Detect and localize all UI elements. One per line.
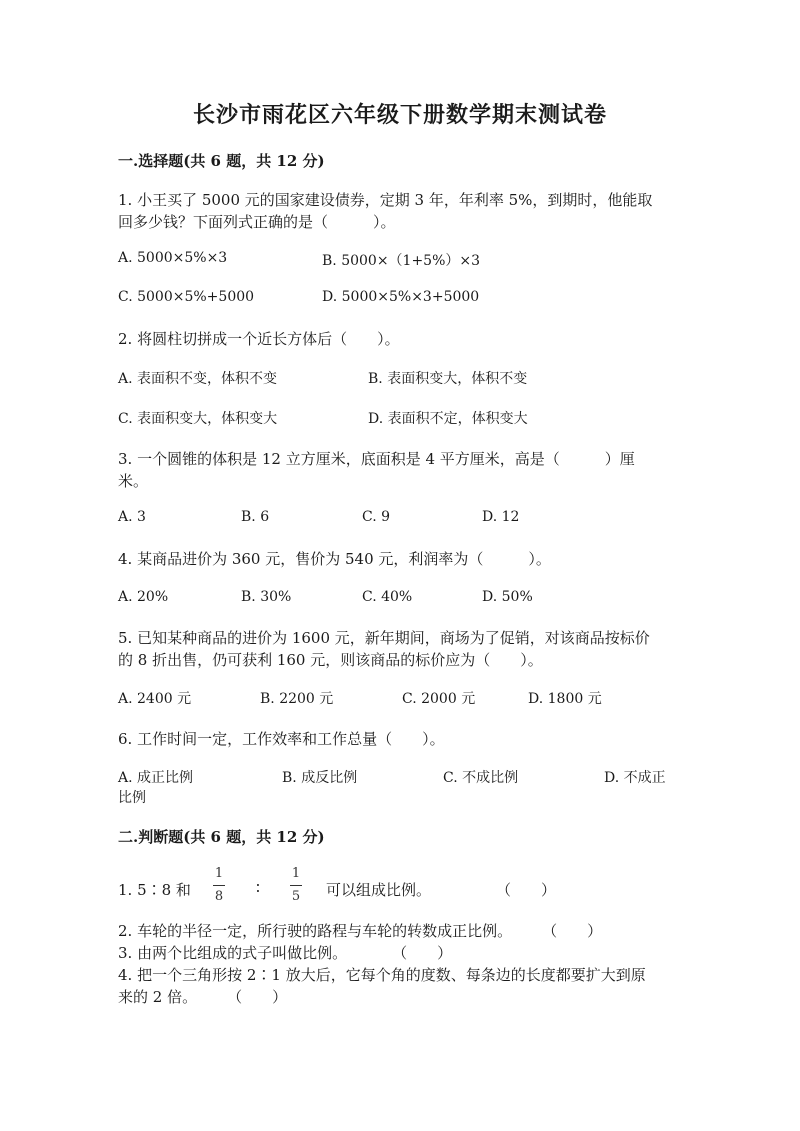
question-6-option-b: B. 成反比例 bbox=[282, 770, 358, 786]
question-5-option-c: C. 2000 元 bbox=[402, 691, 476, 707]
judge-1-suffix: 可以组成比例。 bbox=[326, 881, 432, 899]
fraction-one-eighth bbox=[213, 866, 225, 905]
section-heading-choice: 一.选择题(共 6 题，共 12 分) bbox=[118, 152, 325, 170]
judge-4-line-2: 来的 2 倍。 （ ） bbox=[118, 988, 288, 1006]
question-6-option-c: C. 不成比例 bbox=[443, 770, 519, 786]
question-1-option-a: A. 5000×5%×3 bbox=[118, 250, 228, 266]
question-5-line-1: 5. 已知某种商品的进价为 1600 元，新年期间，商场为了促销，对该商品按标价 bbox=[118, 629, 650, 647]
fraction-bar bbox=[290, 885, 302, 886]
judge-4-line-1: 4. 把一个三角形按 2∶1 放大后，它每个角的度数、每条边的长度都要扩大到原 bbox=[118, 966, 646, 984]
question-4-option-d: D. 50% bbox=[482, 589, 533, 605]
section-heading-judgement: 二.判断题(共 6 题，共 12 分) bbox=[118, 828, 325, 846]
judge-1-colon: ∶ bbox=[256, 879, 260, 897]
question-1-option-b: B. 5000×（1+5%）×3 bbox=[322, 253, 481, 269]
question-1-line-1: 1. 小王买了 5000 元的国家建设债券，定期 3 年，年利率 5%，到期时，他能取 bbox=[118, 191, 653, 209]
judge-3: 3. 由两个比组成的式子叫做比例。 （ ） bbox=[118, 944, 453, 962]
judge-2: 2. 车轮的半径一定，所行驶的路程与车轮的转数成正比例。 （ ） bbox=[118, 922, 603, 940]
page-title: 长沙市雨花区六年级下册数学期末测试卷 bbox=[192, 102, 607, 128]
question-3-option-c: C. 9 bbox=[362, 509, 391, 525]
question-3-option-d: D. 12 bbox=[482, 509, 520, 525]
question-3-option-a: A. 3 bbox=[118, 509, 146, 525]
question-4-option-a: A. 20% bbox=[118, 589, 169, 605]
question-6-line-1: 6. 工作时间一定，工作效率和工作总量（ ）。 bbox=[118, 730, 445, 748]
question-3-line-1: 3. 一个圆锥的体积是 12 立方厘米，底面积是 4 平方厘米，高是（ ）厘 bbox=[118, 450, 635, 468]
question-5-option-b: B. 2200 元 bbox=[260, 691, 334, 707]
judge-1-prefix: 1. 5∶8 和 bbox=[118, 881, 191, 899]
question-4-option-b: B. 30% bbox=[241, 589, 292, 605]
question-2-option-d: D. 表面积不定，体积变大 bbox=[368, 411, 528, 427]
judge-1-answer-paren: （ ） bbox=[496, 881, 557, 899]
question-4-line-1: 4. 某商品进价为 360 元，售价为 540 元，利润率为（ ）。 bbox=[118, 550, 551, 568]
fraction-denominator: 8 bbox=[214, 889, 224, 904]
fraction-numerator: 1 bbox=[214, 866, 224, 881]
fraction-denominator: 5 bbox=[291, 889, 301, 904]
fraction-bar bbox=[213, 885, 225, 886]
fraction-one-fifth bbox=[290, 866, 302, 905]
question-6-option-d-wrap: 比例 bbox=[118, 790, 146, 806]
question-1-line-2: 回多少钱？下面列式正确的是（ ）。 bbox=[118, 213, 396, 231]
fraction-numerator: 1 bbox=[291, 866, 301, 881]
question-1-option-c: C. 5000×5%+5000 bbox=[118, 289, 255, 305]
question-5-line-2: 的 8 折出售，仍可获利 160 元，则该商品的标价应为（ ）。 bbox=[118, 651, 543, 669]
question-2-line-1: 2. 将圆柱切拼成一个近长方体后（ ）。 bbox=[118, 330, 400, 348]
question-3-option-b: B. 6 bbox=[241, 509, 270, 525]
question-2-option-a: A. 表面积不变，体积不变 bbox=[118, 371, 278, 387]
question-1-option-d: D. 5000×5%×3+5000 bbox=[322, 289, 480, 305]
question-5-option-a: A. 2400 元 bbox=[118, 691, 192, 707]
question-2-option-b: B. 表面积变大，体积不变 bbox=[368, 371, 528, 387]
question-2-option-c: C. 表面积变大，体积变大 bbox=[118, 411, 278, 427]
question-4-option-c: C. 40% bbox=[362, 589, 413, 605]
question-6-option-a: A. 成正比例 bbox=[118, 770, 194, 786]
question-6-option-d: D. 不成正 bbox=[604, 770, 666, 786]
question-5-option-d: D. 1800 元 bbox=[528, 691, 602, 707]
question-3-line-2: 米。 bbox=[118, 472, 149, 490]
